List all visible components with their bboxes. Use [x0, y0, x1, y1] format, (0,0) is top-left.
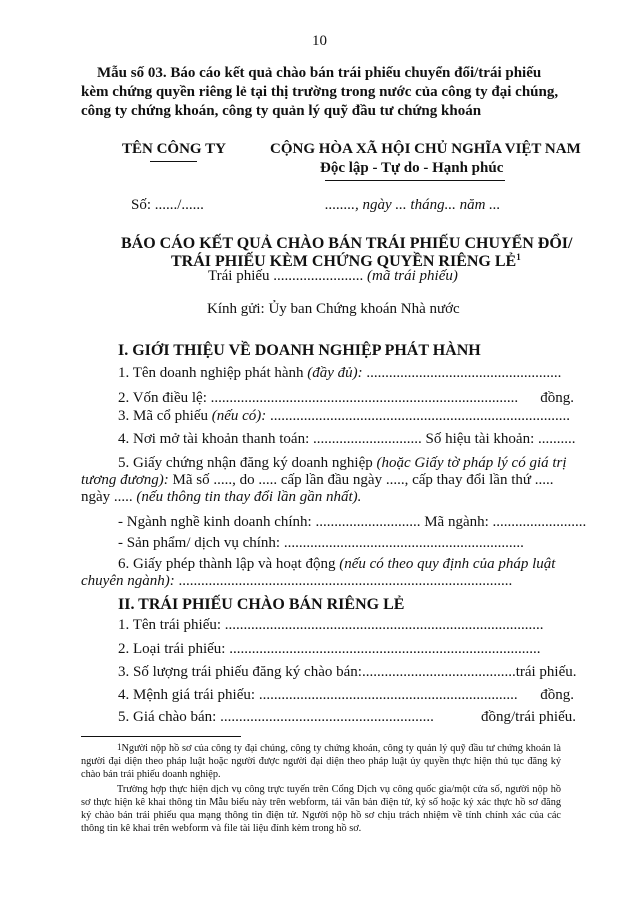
motto-line-1: CỘNG HÒA XÃ HỘI CHỦ NGHĨA VIỆT NAM	[270, 141, 581, 157]
s2-item-4: 4. Mệnh giá trái phiếu: ..................................................................... đồng.	[118, 687, 574, 703]
recipient: Kính gửi: Ủy ban Chứng khoán Nhà nước	[207, 301, 460, 317]
s1-item-5-line-1: 5. Giấy chứng nhận đăng ký doanh nghiệp (hoặc Giấy tờ pháp lý có giá trị	[118, 455, 567, 471]
document-number: Số: ....../......	[131, 197, 204, 213]
s1-item-2: 2. Vốn điều lệ: .................................................................................. đồng.	[118, 390, 574, 406]
company-underline	[150, 161, 197, 162]
motto-underline	[325, 180, 505, 181]
motto-line-2: Độc lập - Tự do - Hạnh phúc	[320, 160, 504, 176]
company-name-label: TÊN CÔNG TY	[122, 141, 226, 157]
report-title-line-2: TRÁI PHIẾU KÈM CHỨNG QUYỀN RIÊNG LẺ$^1$	[171, 252, 521, 270]
s2-item-5: 5. Giá chào bán: ......................................................... đồng/trái phiếu.	[118, 709, 576, 725]
s1-industry: - Ngành nghề kinh doanh chính: ............................ Mã ngành: .........................	[118, 514, 587, 530]
s1-item-5-line-3: ngày ..... (nếu thông tin thay đổi lần gần nhất).	[81, 489, 362, 505]
bond-code-line: Trái phiếu ........................ (mã trái phiếu)	[208, 268, 458, 284]
s1-item-1: 1. Tên doanh nghiệp phát hành (đầy đủ): ....................................................	[118, 365, 562, 381]
s1-item-4: 4. Nơi mở tài khoản thanh toán: ............................. Số hiệu tài khoản: ..........	[118, 431, 576, 447]
footnote-paragraph-2: Trường hợp thực hiện dịch vụ công trực tuyến trên Cổng Dịch vụ công quốc gia/một cửa số, người nộp hồ sơ thực hiện kê khai thông tin Mẫu biểu này trên webform, tải văn bản điện tử, ký số hoặc ký xác thực hồ sơ đăng ký chào bán trái phiếu qua mạng thông tin điện tử. Người nộp hồ sơ chịu trách nhiệm về tính chính xác của các thông tin kê khai trên webform và file tài liệu đính kèm trong hồ sơ.	[81, 784, 561, 834]
form-title-line-2: kèm chứng quyền riêng lẻ tại thị trường trong nước của công ty đại chúng,	[81, 84, 559, 100]
section-1-heading: I. GIỚI THIỆU VỀ DOANH NGHIỆP PHÁT HÀNH	[118, 342, 481, 359]
s2-item-1: 1. Tên trái phiếu: .....................................................................................	[118, 617, 544, 633]
page-number: 10	[312, 33, 327, 49]
date-line: ........, ngày ... tháng... năm ...	[325, 197, 501, 213]
s1-item-6-line-2: chuyên ngành): .........................................................................................	[81, 573, 513, 589]
form-title-line-3: công ty chứng khoán, công ty quản lý quỹ đầu tư chứng khoán	[81, 103, 482, 119]
s1-item-5-line-2: tương đương): Mã số ....., do ..... cấp lần đầu ngày ....., cấp thay đổi lần thứ .....	[81, 472, 554, 488]
s2-item-3: 3. Số lượng trái phiếu đăng ký chào bán:......................................... trái phiếu.	[118, 664, 577, 680]
footnote-paragraph-1: $^1$Người nộp hồ sơ của công ty đại chúng, công ty chứng khoán, công ty quản lý quỹ đầu tư chứng khoán là người đại diện theo pháp luật hoặc người được người đại diện theo pháp luật ủy quyền thực hiện thủ tục đăng ký chào bán trái phiếu doanh nghiệp.	[81, 742, 561, 780]
s1-products: - Sản phẩm/ dịch vụ chính: ................................................................	[118, 535, 524, 551]
form-title-line-1: Mẫu số 03. Báo cáo kết quả chào bán trái phiếu chuyển đổi/trái phiếu	[97, 65, 542, 81]
s2-item-2: 2. Loại trái phiếu: ...................................................................................	[118, 641, 541, 657]
s1-item-6-line-1: 6. Giấy phép thành lập và hoạt động (nếu có theo quy định của pháp luật	[118, 556, 556, 572]
report-title-line-1: BÁO CÁO KẾT QUẢ CHÀO BÁN TRÁI PHIẾU CHUYỂN ĐỔI/	[121, 235, 573, 252]
footnote-ref: 1	[516, 252, 521, 262]
footnote-separator	[81, 736, 241, 737]
section-2-heading: II. TRÁI PHIẾU CHÀO BÁN RIÊNG LẺ	[118, 596, 405, 613]
s1-item-3: 3. Mã cổ phiếu (nếu có): ................................................................................	[118, 408, 571, 424]
